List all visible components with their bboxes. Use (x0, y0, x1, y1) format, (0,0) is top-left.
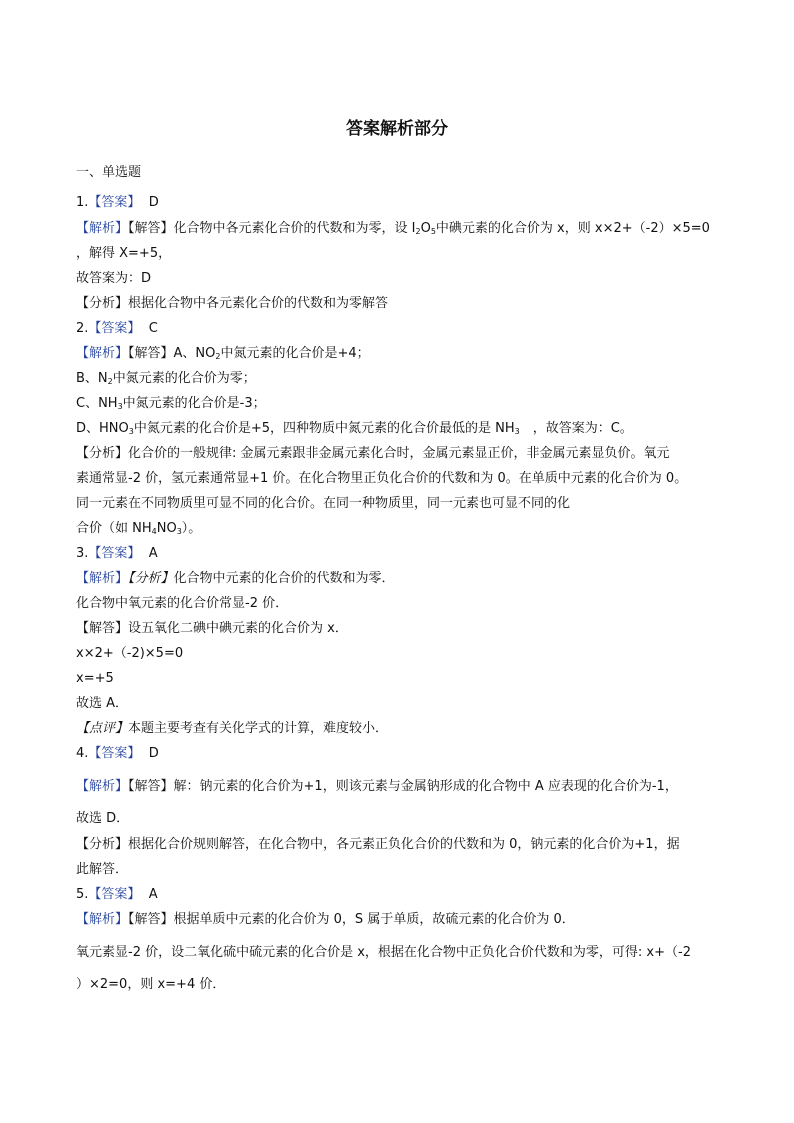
subscript: 2 (415, 227, 421, 236)
jieda-tag: 【解答】 (128, 346, 174, 361)
q1-answer-line (76, 195, 159, 211)
jieda-tag: 【解答】 (128, 912, 174, 927)
q2-option-c-text: 中氮元素的化合价是-3； (122, 396, 266, 411)
q3-jieda-line (76, 621, 348, 637)
q3-fenxi-text: 化合物中元素的化合价的代数和为零． (173, 571, 395, 586)
fenxi-tag: 【分析】 (76, 446, 129, 461)
q2-option-a-text: 中氮元素的化合价是+4； (220, 346, 370, 361)
q3-dianping-line (76, 721, 388, 737)
answer-tag: 【答案】 (88, 321, 141, 336)
q2-option-d-line (76, 421, 633, 437)
dianping-tag: 【点评】 (76, 721, 129, 736)
jieda-tag: 【解答】 (128, 221, 174, 236)
jiexi-tag: 【解析】 (76, 779, 129, 794)
section-heading: 一、单选题 (76, 165, 142, 180)
q4-fenxi-line2: 此解答． (76, 862, 129, 877)
q4-jiexi-line (76, 779, 678, 795)
q5-line3: ）×2=0，则 x=+4 价． (76, 977, 226, 992)
q3-number: 3. (76, 546, 89, 561)
q1-jieda-text-cont: 中碘元素的化合价为 x，则 x×2+（-2）×5=0 (435, 221, 710, 236)
q2-option-b-line (76, 371, 256, 387)
q3-line2: 化合物中氧元素的化合价常显-2 价． (76, 596, 289, 611)
subscript: 2 (107, 377, 113, 386)
q4-fenxi-text: 根据化合价规则解答，在化合物中，各元素正负化合价的代数和为 0，钠元素的化合价为+1，据 (128, 837, 680, 852)
q2-option-d: D、HNO (76, 421, 129, 436)
q3-jieda-text: 设五氧化二碘中碘元素的化合价为 x． (128, 621, 348, 636)
q2-fenxi-line2: 素通常显-2 价，氢元素通常显+1 价。在化合物里正负化合价的代数和为 0。在单质中元素的化合价为 0。 (76, 471, 688, 486)
q2-fenxi-end: ）。 (181, 521, 202, 536)
page-title: 答案解析部分 (346, 119, 448, 139)
q1-number: 1. (76, 195, 89, 210)
q2-fenxi-line4 (76, 521, 201, 537)
q2-option-a: A、NO (173, 346, 216, 361)
q5-number: 5. (76, 887, 89, 902)
q4-answer: D (148, 746, 159, 761)
q2-option-c-line (76, 396, 266, 412)
q3-answer-line (76, 546, 158, 562)
fenxi-tag: 【分析】 (76, 837, 129, 852)
q3-jiexi-line (76, 571, 395, 587)
q3-choice: 故选 A． (76, 696, 129, 711)
q1-line3: 故答案为：D (76, 271, 152, 286)
answer-tag: 【答案】 (88, 746, 141, 761)
q5-line2: 氧元素显-2 价，设二氧化硫中硫元素的化合价是 x，根据在化合物中正负化合价代数和为零，可得: x+（-2 (76, 945, 691, 960)
subscript: 3 (514, 427, 520, 436)
q1-line2: ，解得 X=+5， (76, 246, 172, 261)
q5-jiexi-line (76, 912, 575, 928)
q4-answer-line (76, 746, 159, 762)
jieda-tag: 【解答】 (76, 621, 129, 636)
subscript: 2 (215, 352, 221, 361)
q2-answer-line (76, 321, 158, 337)
q3-equation1: x×2+（-2)×5=0 (76, 646, 184, 661)
q2-fenxi-formula: NO (156, 521, 177, 536)
q1-answer: D (148, 195, 159, 210)
answer-tag: 【答案】 (88, 546, 141, 561)
q2-option-b: B、N (76, 371, 108, 386)
q2-option-b-text: 中氮元素的化合价为零； (112, 371, 256, 386)
q1-formula-text: O (420, 221, 431, 236)
jieda-tag: 【解答】 (128, 779, 174, 794)
q2-option-c: C、NH (76, 396, 118, 411)
jiexi-tag: 【解析】 (76, 346, 129, 361)
subscript: 3 (128, 427, 134, 436)
q2-conclusion: ，故答案为：C。 (519, 421, 633, 436)
answer-tag: 【答案】 (88, 887, 141, 902)
q2-fenxi-text: 化合价的一般规律: 金属元素跟非金属元素化合时，金属元素显正价，非金属元素显负价。氧元 (128, 446, 670, 461)
q3-equation2: x=+5 (76, 671, 114, 686)
q2-number: 2. (76, 321, 89, 336)
q2-fenxi-line (76, 446, 670, 462)
q4-choice: 故选 D． (76, 811, 130, 826)
q4-fenxi-line (76, 837, 680, 853)
jiexi-tag: 【解析】 (76, 912, 129, 927)
q3-dianping-text: 本题主要考查有关化学式的计算，难度较小． (128, 721, 389, 736)
q2-fenxi-line3: 同一元素在不同物质里可显不同的化合价。在同一种物质里，同一元素也可显不同的化 (76, 496, 571, 511)
q2-option-d-text: 中氮元素的化合价是+5，四种物质中氮元素的化合价最低的是 NH (133, 421, 515, 436)
subscript: 3 (117, 402, 123, 411)
answer-tag: 【答案】 (88, 195, 141, 210)
q2-answer: C (148, 321, 158, 336)
q5-answer: A (148, 887, 158, 902)
fenxi-tag-italic: 【分析】 (128, 571, 174, 586)
subscript: 3 (176, 527, 182, 536)
q1-fenxi-line (76, 296, 388, 312)
jiexi-tag: 【解析】 (76, 221, 129, 236)
q2-jiexi-line (76, 346, 370, 362)
q3-answer: A (148, 546, 158, 561)
q4-number: 4. (76, 746, 89, 761)
q2-fenxi-text4: 合价（如 NH (76, 521, 152, 536)
fenxi-tag: 【分析】 (76, 296, 129, 311)
q5-jieda-text: 根据单质中元素的化合价为 0，S 属于单质，故硫元素的化合价为 0． (173, 912, 575, 927)
q4-jieda-text: 解：钠元素的化合价为+1，则该元素与金属钠形成的化合物中 A 应表现的化合价为-1， (173, 779, 678, 794)
q1-fenxi-text: 根据化合物中各元素化合价的代数和为零解答 (128, 296, 389, 311)
jiexi-tag: 【解析】 (76, 571, 129, 586)
subscript: 5 (430, 227, 436, 236)
subscript: 4 (151, 527, 157, 536)
q1-jieda-text: 化合物中各元素化合价的代数和为零，设 I (173, 221, 416, 236)
q1-jiexi-line (76, 221, 710, 237)
q5-answer-line (76, 887, 158, 903)
